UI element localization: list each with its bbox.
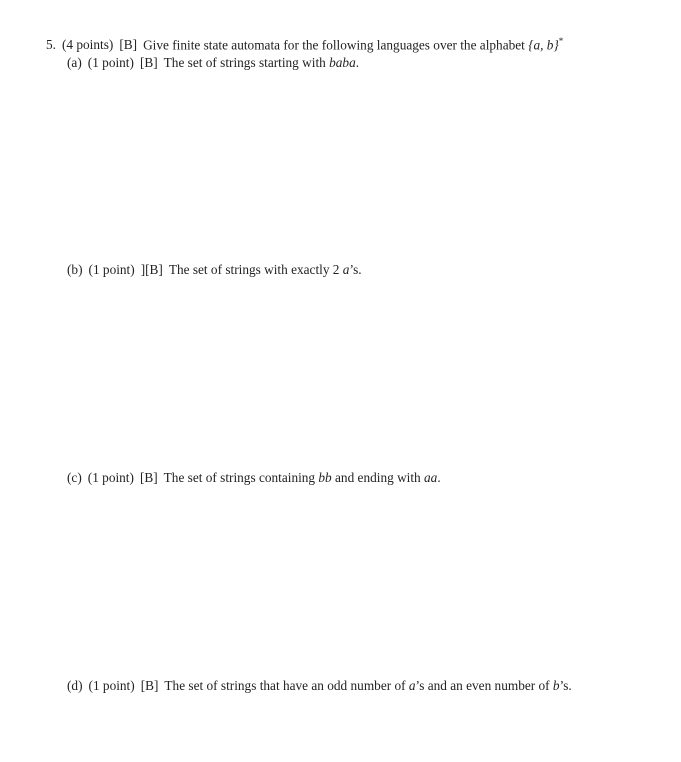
part-tag: [B] [139, 470, 158, 485]
part-points: (1 point) [87, 55, 134, 70]
part-tag: [B] [140, 678, 159, 693]
question-number: 5. [46, 37, 56, 53]
part-em: a [408, 678, 416, 693]
part-tag: ][B] [140, 262, 163, 277]
part-label: (a) [67, 55, 82, 70]
question-tag: [B] [119, 37, 138, 53]
part-points: (1 point) [87, 470, 134, 485]
part-b [67, 262, 362, 278]
part-text: The set of strings containing [163, 470, 319, 485]
part-tail: . [437, 470, 441, 485]
part-mid: and ending with [331, 470, 425, 485]
alphabet: {a, b} [528, 37, 559, 53]
part-text: The set of strings that have an odd number of [164, 678, 409, 693]
part-tail: ’s. [559, 678, 572, 693]
part-tail: . [355, 55, 360, 70]
part-mid: ’s and an even number of [415, 678, 553, 693]
part-text: The set of strings starting with [163, 55, 330, 70]
part-tag: [B] [139, 55, 158, 70]
part-c [67, 470, 441, 486]
part-points: (1 point) [88, 678, 135, 693]
part-d [67, 678, 572, 694]
part-points: (1 point) [88, 262, 135, 277]
part-em2: aa [424, 470, 438, 485]
kleene-star: * [558, 36, 564, 46]
part-em: bb [318, 470, 332, 485]
question-text: Give finite state automata for the following languages over the alphabet [143, 37, 525, 53]
part-a [67, 55, 359, 71]
question-points: (4 points) [61, 37, 114, 53]
question-header [46, 33, 563, 53]
part-label: (c) [67, 470, 82, 485]
part-tail: ’s. [349, 262, 362, 277]
part-text: The set of strings with exactly 2 [168, 262, 343, 277]
part-em: baba [329, 55, 356, 70]
part-label: (b) [67, 262, 83, 277]
part-em: a [342, 262, 350, 277]
part-em2: b [552, 678, 560, 693]
part-label: (d) [67, 678, 83, 693]
